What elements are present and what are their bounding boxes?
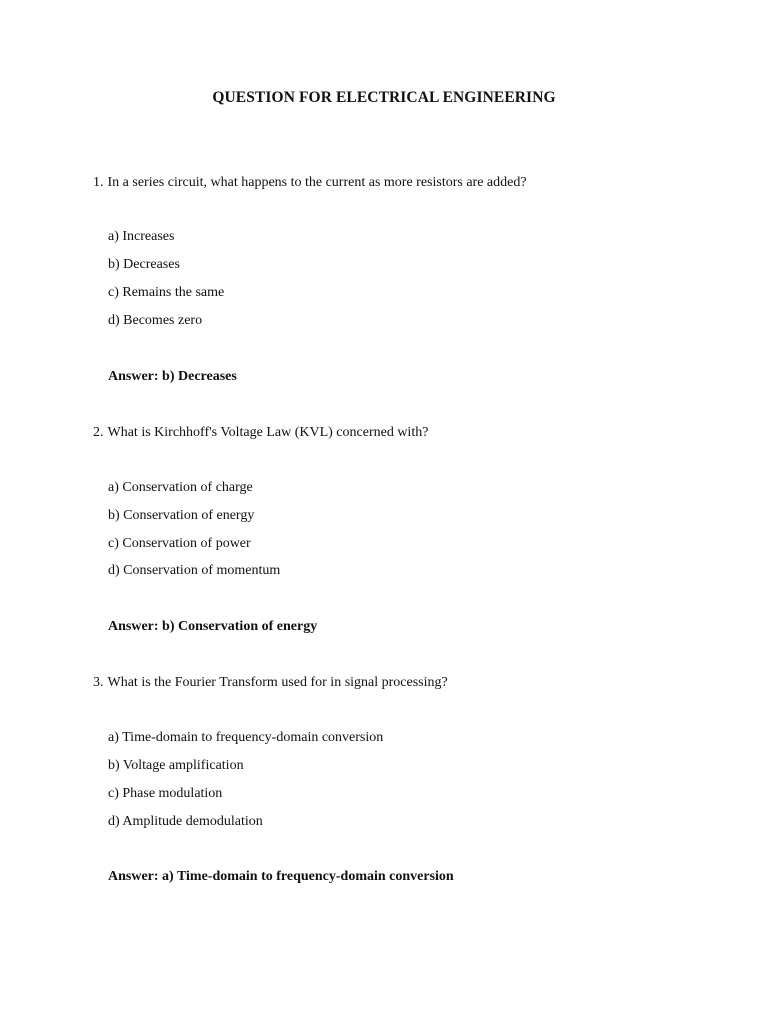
question-2-option-d: d) Conservation of momentum [108, 563, 281, 578]
question-1-option-c: c) Remains the same [108, 285, 225, 300]
question-1-option-d: d) Becomes zero [108, 313, 203, 328]
question-1-option-a: a) Increases [108, 229, 175, 244]
question-2 [93, 424, 428, 442]
question-number: 3. [93, 675, 104, 690]
question-text: What is Kirchhoff's Voltage Law (KVL) concerned with? [107, 425, 429, 440]
question-1 [93, 174, 527, 192]
question-3 [93, 674, 448, 692]
question-number: 2. [93, 425, 104, 440]
question-2-answer: Answer: b) Conservation of energy [108, 619, 318, 634]
question-3-option-b: b) Voltage amplification [108, 758, 244, 773]
question-3-option-d: d) Amplitude demodulation [108, 814, 263, 829]
question-2-option-a: a) Conservation of charge [108, 480, 253, 495]
question-3-answer: Answer: a) Time-domain to frequency-domain conversion [108, 869, 454, 884]
question-1-answer: Answer: b) Decreases [108, 369, 237, 384]
question-number: 1. [93, 175, 104, 190]
question-2-option-c: c) Conservation of power [108, 536, 251, 551]
question-2-option-b: b) Conservation of energy [108, 508, 255, 523]
question-1-option-b: b) Decreases [108, 257, 180, 272]
page-title: QUESTION FOR ELECTRICAL ENGINEERING [212, 89, 556, 106]
question-text: In a series circuit, what happens to the current as more resistors are added? [107, 175, 527, 190]
question-text: What is the Fourier Transform used for in signal processing? [107, 675, 448, 690]
question-3-option-a: a) Time-domain to frequency-domain conversion [108, 730, 384, 745]
question-3-option-c: c) Phase modulation [108, 786, 223, 801]
